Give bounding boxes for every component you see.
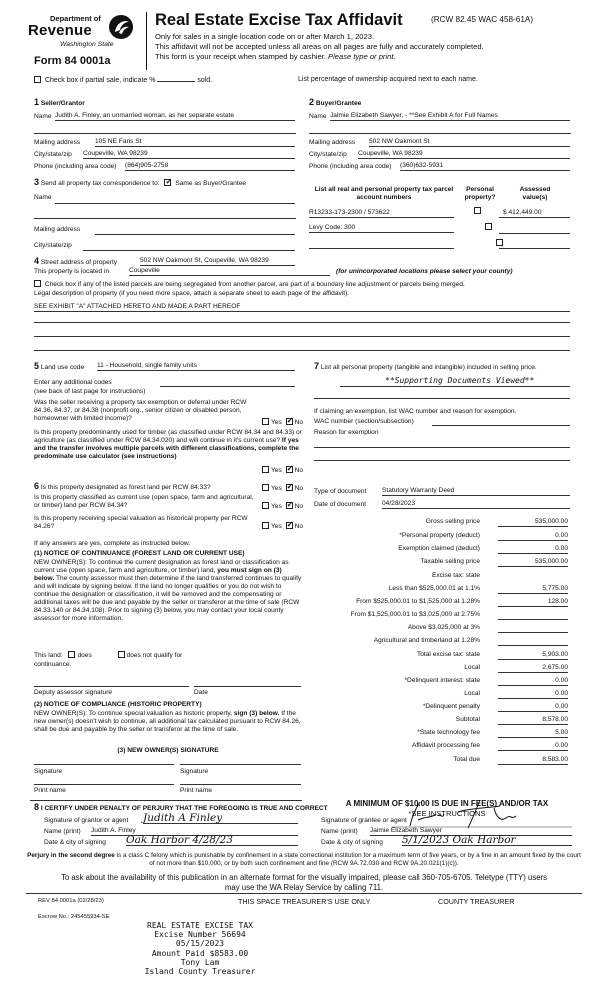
grantee-name-field[interactable]: Jaimie Elizabeth Sawyer — [370, 827, 572, 836]
grantor-date-city[interactable]: Oak Harbor 4/28/23 — [126, 834, 298, 846]
calc-row — [314, 532, 568, 541]
calc-row-label: Above $3,025,000 at 3% — [407, 624, 480, 631]
stamp-line-3: 05/15/2023 — [175, 939, 225, 949]
grantee-signature[interactable] — [392, 796, 572, 830]
partial-sale-checkbox[interactable] — [34, 76, 41, 83]
corr-name-label: Name — [34, 194, 52, 201]
forest-no-label: No — [294, 485, 304, 492]
calc-row-amount[interactable]: 0.00 — [498, 545, 568, 554]
doc-type-label: Type of document — [314, 488, 367, 495]
calc-row-label: Local — [464, 664, 480, 671]
dor-logo — [22, 14, 140, 54]
claim-exemption-label: If claiming an exemption, list WAC number and reason for exemption. — [314, 408, 517, 415]
unincorporated-note: (for unincorporated locations please select your county) — [336, 268, 513, 275]
grantor-signature[interactable]: Judith A Finley — [143, 812, 298, 824]
notice-compliance-b: sign (3) below. — [233, 710, 280, 717]
treasurer-stamp — [130, 921, 270, 976]
wac-label: WAC number (section/subsection) — [314, 418, 414, 425]
if-yes-note: If any answers are yes, complete as instructed below. — [34, 540, 191, 547]
forest-yes-label: Yes — [271, 485, 282, 492]
buyer-name-label: Name — [309, 113, 327, 120]
section-6-number: 6 — [34, 481, 40, 491]
calc-row-label: Excise tax: state — [431, 572, 480, 579]
grantor-name-field[interactable]: Judith A. Finley — [91, 827, 298, 836]
calc-row-label: Exemption claimed (deduct) — [398, 545, 480, 552]
calc-row-label: *State technology fee — [417, 729, 480, 736]
section-3-number: 3 — [34, 177, 40, 187]
historic-yes-no — [262, 522, 303, 531]
calc-row-label: Taxable selling price — [420, 558, 480, 565]
calc-row-label: Total due — [453, 756, 480, 763]
calc-row-amount[interactable]: 0.00 — [498, 677, 568, 686]
header-note-3 — [155, 52, 396, 61]
calc-row — [314, 716, 568, 725]
calc-row — [314, 651, 568, 660]
doc-type-field[interactable]: Statutory Warranty Deed — [382, 487, 570, 496]
calc-row — [314, 585, 568, 594]
seller-mail-label: Mailing address — [34, 139, 81, 146]
personal-property-col-header: Personal property? — [464, 186, 496, 202]
notice-continuance-a: NEW OWNER(S): To continue the current designation as forest land or classification as current use (open space, farm and agriculture, or timber) land, — [34, 559, 289, 575]
forest-question-text: Is this property designated as forest land per RCW 84.33? — [40, 484, 211, 491]
timber-no-label: No — [294, 467, 304, 474]
buyer-name-field[interactable]: Jaimie Elizabeth Sawyer, - **See Exhibit A for Full Names — [330, 112, 570, 121]
partial-sale-row — [34, 75, 212, 86]
form-title: Real Estate Excise Tax Affidavit — [155, 11, 403, 29]
grantor-name-label: Name (print) — [44, 828, 81, 835]
current-use-question: Is this property classified as current use (open space, farm and agricultural, or timber) land per RCW 84.34? — [34, 494, 254, 510]
calc-row-amount[interactable]: 5.00 — [498, 729, 568, 738]
logo-mark-icon — [108, 14, 134, 40]
calc-row-amount[interactable]: 8,583.00 — [498, 756, 568, 765]
section-4-number: 4 — [34, 256, 40, 266]
calc-row-amount[interactable] — [498, 624, 568, 633]
timber-yes-label: Yes — [271, 467, 282, 474]
calc-row-label: Subtotal — [455, 716, 480, 723]
forest-no-checkbox[interactable] — [286, 484, 293, 491]
exemption-yes-checkbox[interactable] — [262, 418, 269, 425]
timber-yes-checkbox[interactable] — [262, 466, 269, 473]
calc-row — [314, 637, 568, 646]
calc-row-label: *Delinquent penalty — [422, 703, 480, 710]
calc-row — [314, 624, 568, 633]
current-use-yes-label: Yes — [271, 503, 282, 510]
seller-city-label: City/state/zip — [34, 151, 72, 158]
personal-property-row — [314, 361, 574, 372]
calc-row — [314, 572, 568, 581]
calc-row — [314, 677, 568, 686]
segregated-row — [34, 280, 579, 289]
grantor-sig-label: Signature of grantor or agent — [44, 817, 129, 824]
ownership-note: List percentage of ownership acquired next to each name. — [298, 76, 478, 83]
levy-code[interactable]: Levy Code: 300 — [309, 224, 454, 233]
calc-row-amount[interactable]: 535,000.00 — [498, 518, 568, 527]
calc-row-label: Affidavit processing fee — [411, 742, 480, 749]
continuance-label: continuance. — [34, 661, 72, 668]
timber-question — [34, 429, 302, 461]
assessed-col-header: Assessed value(s) — [519, 186, 551, 202]
correspondence-label: Send all property tax correspondence to: — [40, 180, 160, 187]
parcel-3-personal-checkbox[interactable] — [496, 239, 503, 246]
header-note-2: This affidavit will not be accepted unless all areas on all pages are fully and accurately completed. — [155, 42, 484, 51]
calc-row-label: Total excise tax: state — [416, 651, 480, 658]
calc-row-label: From $525,000.01 to $1,525,000 at 1.28% — [356, 598, 480, 605]
header-note-1: Only for sales in a single location code on or after March 1, 2023. — [155, 32, 375, 41]
rcw-reference: (RCW 82.45 WAC 458-61A) — [431, 15, 534, 24]
this-land-label: This land: — [34, 652, 63, 659]
seller-name-field[interactable]: Judith A. Finley, an unmarried woman, as her separate estate — [55, 112, 295, 121]
section-7-number: 7 — [314, 361, 320, 371]
supporting-docs-text[interactable]: **Supporting Documents Viewed** — [385, 376, 535, 385]
exemption-no-label: No — [294, 419, 304, 426]
historic-yes-label: Yes — [271, 523, 282, 530]
calc-row-label: Local — [464, 690, 480, 697]
calc-row-amount[interactable]: 0.00 — [498, 703, 568, 712]
seller-mail-field[interactable]: 105 NE Faris St — [95, 138, 295, 147]
buyer-city-field[interactable]: Coupeville, WA 98239 — [358, 150, 570, 159]
historic-no-checkbox[interactable] — [286, 522, 293, 529]
calc-row-label: Gross selling price — [425, 518, 480, 525]
this-land-row — [34, 651, 182, 660]
calc-row-amount[interactable]: 0.00 — [498, 742, 568, 751]
does-checkbox[interactable] — [68, 651, 75, 658]
owner-print-label-1: Print name — [34, 787, 66, 794]
buyer-mail-label: Mailing address — [309, 139, 356, 146]
header-note-3-plain: This form is your receipt when stamped by cashier. — [155, 52, 329, 61]
calc-row — [314, 703, 568, 712]
calc-row-amount[interactable] — [498, 611, 568, 620]
current-use-yes-no — [262, 502, 303, 511]
calc-row-amount[interactable]: 0.00 — [498, 690, 568, 699]
calc-row-amount[interactable]: 2,675.00 — [498, 664, 568, 673]
located-field[interactable]: Coupeville — [129, 267, 330, 276]
see-instructions-note: *SEE INSTRUCTIONS — [408, 809, 486, 818]
grantee-date-city[interactable]: 5/1/2023 Oak Harbor — [402, 834, 572, 846]
street-row — [34, 256, 117, 267]
calc-row-amount[interactable]: 5,903.00 — [498, 651, 568, 660]
grantee-name-label: Name (print) — [321, 828, 358, 835]
calc-row — [314, 664, 568, 673]
calc-row — [314, 598, 568, 607]
availability-notice: To ask about the availability of this publication in an alternate format for the visually impaired, please call 360-705-6705. Teletype (TTY) users may use the WA Relay Service by calling 711. — [60, 873, 548, 892]
current-use-no-label: No — [294, 503, 304, 510]
notice-compliance-a: NEW OWNER(S): To continue special valuation as historic property, — [34, 710, 234, 717]
additional-codes-note: (see back of last page for instructions) — [34, 388, 146, 395]
header-note-3-italic: Please type or print. — [328, 52, 396, 61]
notice-continuance-body — [34, 559, 302, 623]
stamp-line-1: REAL ESTATE EXCISE TAX — [147, 921, 253, 930]
perjury-text: is a class C felony which is punishable by confinement in a state correctional institution for a maximum term of five years, or by a fine in an amount fixed by the court of not more than $10,000, or by both such confinement and fine (RCW 9A.72.030 and RCW 9A.20.021(1)(c)). — [114, 852, 581, 867]
escrow-number: Escrow No.: 245455934-SE — [38, 914, 110, 920]
street-label: Street address of property — [40, 259, 118, 266]
grantee-date-label: Date & city of signing — [321, 839, 383, 846]
stamp-line-6: Island County Treasurer — [144, 966, 256, 976]
timber-question-a: Is this property predominantly used for timber (as classified under RCW 84.34 and 84.33) or agriculture (as classified under RCW 84.34.020) and will continue in it's current use? — [34, 429, 302, 445]
land-use-code-field[interactable]: 11 - Household, single family units — [97, 362, 295, 371]
parcel-col-header: List all real and personal property tax parcel account numbers — [314, 186, 454, 202]
calc-row — [314, 558, 568, 567]
does-not-checkbox[interactable] — [118, 651, 125, 658]
logo-revenue-text: Revenue — [28, 22, 92, 39]
new-owner-signature-heading: (3) NEW OWNER(S) SIGNATURE — [117, 747, 219, 754]
notice-compliance-heading: (2) NOTICE OF COMPLIANCE (HISTORIC PROPERTY) — [34, 701, 202, 708]
same-as-buyer-checkbox[interactable] — [164, 179, 171, 186]
parcel-1-value-field[interactable]: $ 412,449.00 — [499, 209, 570, 218]
minimum-due-note: A MINIMUM OF $10.00 IS DUE IN FEE(S) AND/OR TAX — [345, 799, 549, 808]
county-treasurer: COUNTY TREASURER — [438, 897, 515, 906]
parcel-1-field[interactable]: R13233-173-2300 / 573622 — [309, 209, 454, 218]
historic-yes-checkbox[interactable] — [262, 522, 269, 529]
calc-row — [314, 742, 568, 751]
section-2-number: 2 — [309, 97, 315, 107]
calc-row-amount[interactable]: 0.00 — [498, 532, 568, 541]
forest-question — [34, 481, 259, 492]
partial-sale-sold-label: sold. — [197, 77, 213, 84]
seller-name-label: Name — [34, 113, 52, 120]
located-label: This property is located in — [34, 268, 110, 275]
calc-row — [314, 690, 568, 699]
buyer-heading-label: Buyer/Grantee — [315, 100, 362, 107]
corr-mail-label: Mailing address — [34, 226, 81, 233]
notice-continuance-c: The county assessor must then determine if the land transferred continues to qualify and will indicate by signing below. If the land no longer qualifies or you do not wish to continue the designation or classification, it will be removed and the compensating or additional taxes will be due and payable by the seller or transferor at the time of sale (RCW 84.33.140 or 84.34.108). Prior to signing (3) below, you may contact your local county assessor for more information. — [34, 575, 302, 623]
reason-label: Reason for exemption — [314, 429, 379, 436]
perjury-bold: Perjury in the second degree — [27, 852, 115, 859]
logo-department-text: Department of — [50, 14, 101, 23]
doc-date-label: Date of document — [314, 501, 367, 508]
street-address-field[interactable]: 502 NW Oakmont St, Coupeville, WA 98239 — [140, 257, 295, 266]
historic-no-label: No — [294, 523, 304, 530]
segregated-checkbox[interactable] — [34, 280, 41, 287]
timber-no-checkbox[interactable] — [286, 466, 293, 473]
deputy-date-label: Date — [194, 689, 208, 696]
owner-print-label-2: Print name — [180, 787, 212, 794]
partial-sale-label: Check box if partial sale, indicate % — [44, 77, 156, 84]
seller-phone-field[interactable]: (864)905-2758 — [125, 162, 295, 171]
grantee-sig-label: Signature of grantee or agent — [321, 817, 407, 824]
owner-signature-label-1: Signature — [34, 768, 63, 775]
corr-city-label: City/state/zip — [34, 242, 72, 249]
notice-continuance-heading: (1) NOTICE OF CONTINUANCE (FOREST LAND OR CURRENT USE) — [34, 550, 245, 557]
parcel-1-personal-checkbox[interactable] — [474, 207, 481, 214]
correspondence-row — [34, 177, 246, 188]
stamp-line-5: Tony Lam — [180, 957, 220, 967]
current-use-yes-checkbox[interactable] — [262, 502, 269, 509]
section-1-number: 1 — [34, 97, 40, 107]
land-use-row — [34, 361, 84, 372]
timber-yes-no — [262, 466, 303, 475]
legal-desc-field[interactable]: SEE EXHIBIT "A" ATTACHED HERETO AND MADE A PART HEREOF — [34, 303, 570, 312]
notice-compliance-body — [34, 710, 302, 734]
certify-heading: I CERTIFY UNDER PENALTY OF PERJURY THAT THE FOREGOING IS TRUE AND CORRECT — [40, 805, 328, 812]
calc-row — [314, 611, 568, 620]
grantor-date-label: Date & city of signing — [44, 839, 106, 846]
seller-city-field[interactable]: Coupeville, WA 98239 — [83, 150, 295, 159]
deputy-signature-label: Deputy assessor signature — [34, 689, 113, 696]
buyer-mail-field[interactable]: 502 NW Oakmont St — [369, 138, 570, 147]
additional-codes-label: Enter any additional codes — [34, 379, 112, 386]
buyer-phone-field[interactable]: (360)632-5931 — [400, 162, 570, 171]
calc-row — [314, 729, 568, 738]
exemption-yes-label: Yes — [271, 419, 282, 426]
exemption-yes-no — [262, 418, 303, 427]
calc-row — [314, 518, 568, 527]
buyer-phone-label: Phone (including area code) — [309, 163, 392, 170]
partial-sale-percent-field[interactable] — [157, 75, 195, 82]
does-label: does — [77, 652, 92, 659]
calc-row-label: *Personal property (deduct) — [399, 532, 480, 539]
stamp-line-4: Amount Paid $8583.00 — [151, 948, 249, 958]
treasurer-use: THIS SPACE TREASURER'S USE ONLY — [238, 897, 371, 906]
perjury-notice — [26, 852, 582, 868]
does-not-label: does not qualify for — [126, 652, 183, 659]
land-use-label: Land use code — [40, 364, 85, 371]
exemption-no-checkbox[interactable] — [286, 418, 293, 425]
forest-yes-checkbox[interactable] — [262, 484, 269, 491]
stamp-line-2: Excise Number 56694 — [154, 930, 246, 940]
seller-heading — [34, 97, 85, 108]
doc-date-field[interactable]: 04/28/2023 — [382, 500, 570, 509]
section-5-number: 5 — [34, 361, 40, 371]
parcel-2-personal-checkbox[interactable] — [485, 223, 492, 230]
exemption-question: Was the seller receiving a property tax exemption or deferral under RCW 84.36, 84.37, or 84.38 (nonprofit org., senior citizen or disabled person, homeowner with limited income)? — [34, 399, 247, 423]
seller-heading-label: Seller/Grantor — [40, 100, 85, 107]
calc-row-amount[interactable]: 128.00 — [498, 598, 568, 607]
calc-row — [314, 545, 568, 554]
notice-continuance-b: you must sign on (3) below. — [34, 567, 282, 583]
calc-row-amount[interactable]: 8,578.00 — [498, 716, 568, 725]
calc-row-label: From $1,525,000.01 to $3,025,000 at 2.75% — [350, 611, 480, 618]
calc-row-label: Less than $525,000.01 at 1.1% — [388, 585, 480, 592]
current-use-no-checkbox[interactable] — [286, 502, 293, 509]
calc-row-label: Agricultural and timberland at 1.28% — [373, 637, 480, 644]
historic-question: Is this property receiving special valuation as historical property per RCW 84.26? — [34, 515, 248, 531]
timber-question-b: If yes and the transfer involves multiple parcels with different classifications, complete the predominate use calculator (see instructions) — [34, 437, 299, 461]
calc-row-amount[interactable] — [498, 637, 568, 646]
rev-number: REV 84 0001a (02/28/23) — [38, 898, 104, 904]
personal-property-label: List all personal property (tangible and intangible) included in selling price. — [320, 364, 537, 371]
legal-desc-label: Legal description of property (if you need more space, attach a separate sheet to each page of the affidavit). — [34, 290, 350, 297]
buyer-city-label: City/state/zip — [309, 151, 347, 158]
segregated-label: Check box if any of the listed parcels are being segregated from another parcel, are part of a boundary line adjustment or parcels being merged. — [44, 281, 465, 288]
logo-washington-text: Washington State — [60, 41, 114, 48]
calc-row — [314, 756, 568, 765]
seller-phone-label: Phone (including area code) — [34, 163, 117, 170]
calc-row-amount[interactable]: 535,000.00 — [498, 558, 568, 567]
calc-row-amount[interactable]: 5,775.00 — [498, 585, 568, 594]
same-as-buyer-label: Same as Buyer/Grantee — [175, 180, 247, 187]
notice-compliance-c: If the new owner(s) doesn't wish to continue, all additional tax calculated pursuant to RCW 84.26, shall be due and payable by the seller or transferor at the time of sale. — [34, 710, 301, 734]
calc-row-label: *Delinquent interest: state — [404, 677, 480, 684]
buyer-heading — [309, 97, 361, 108]
section-8-number: 8 — [34, 802, 40, 812]
form-number: Form 84 0001a — [34, 55, 111, 67]
owner-signature-label-2: Signature — [180, 768, 209, 775]
forest-yes-no — [262, 484, 303, 493]
